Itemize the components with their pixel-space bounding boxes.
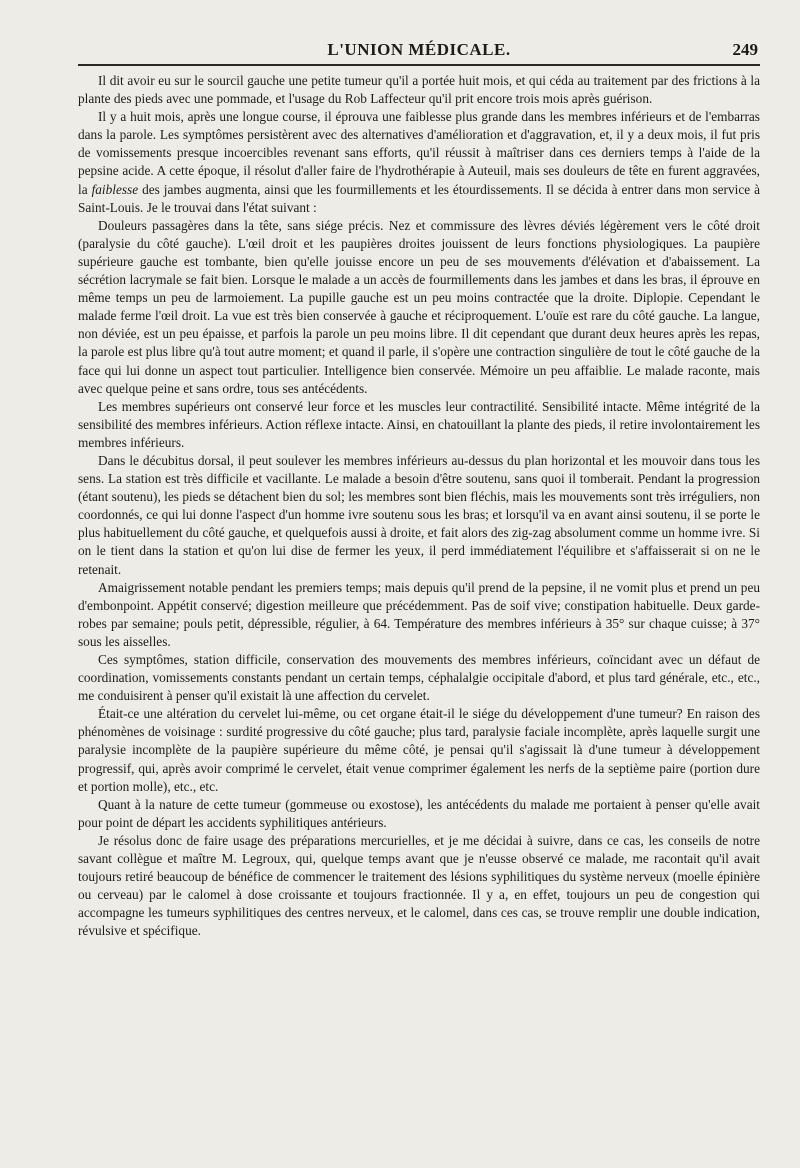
paragraph: Était-ce une altération du cervelet lui-même, ou cet organe était-il le siége du développement d'une tumeur? En raison des phénomènes de voisinage : surdité progressive du côté gauche; plus tard, paralysie faciale incomplète, après laquelle surgit une paralysie incomplète de la paupière supérieure du même côté, je pensai qu'il s'agissait là d'une tumeur à développement progressif, qui, après avoir comprimé le cervelet, était venue comprimer également les nerfs de la septième paire (portion dure et portion molle), etc., etc. [78, 706, 760, 794]
paragraph: Il dit avoir eu sur le sourcil gauche une petite tumeur qu'il a portée huit mois, et qui céda au traitement par des frictions à la plante des pieds avec une pommade, et l'usage du Rob Laffecteur qu'il prit encore trois mois après guérison. [78, 73, 760, 107]
paragraph: Ces symptômes, station difficile, conservation des mouvements des membres inférieurs, coïncidant avec un défaut de coordination, vomissements constants pendant un certain temps, céphalalgie occipitale d'abord, et plus tard générale, etc., etc., me conduisirent à penser qu'il existait là une affection du cervelet. [78, 652, 760, 704]
paragraph: Dans le décubitus dorsal, il peut soulever les membres inférieurs au-dessus du plan horizontal et les mouvoir dans tous les sens. La station est très difficile et vacillante. Le malade a besoin d'être soutenu, sans quoi il tomberait. Pendant la progression (étant soutenu), les pieds se détachent bien du sol; les membres sont bien fléchis, mais les mouvements sont très irréguliers, non coordonnés, ce qui lui donne l'aspect d'un homme ivre soutenu sous les bras; et lorsqu'il va en avant ainsi soutenu, il se porte le plus habituellement du côté gauche, et quelquefois aussi à droite, et fait alors des zig-zag absolument comme un homme ivre. Si on le tient dans la station et qu'on lui dise de fermer les yeux, il perd immédiatement l'équilibre et s'affaisserait si on ne le retenait. [78, 452, 760, 577]
emphasis: faiblesse [91, 181, 139, 197]
paragraph: Quant à la nature de cette tumeur (gommeuse ou exostose), les antécédents du malade me portaient à penser qu'elle avait pour point de départ les accidents syphilitiques antérieurs. [78, 796, 760, 830]
paragraph: Douleurs passagères dans la tête, sans siége précis. Nez et commissure des lèvres déviés légèrement vers le côté droit (paralysie du côté gauche). L'œil droit et les paupières droites jouissent de leurs fonctions physiologiques. La paupière supérieure gauche est tombante, bien qu'elle jouisse encore un peu de ses mouvements d'élévation et d'abaissement. La sécrétion lacrymale se fait bien. Lorsque le malade a un accès de fourmillements dans les jambes et dans les bras, il éprouve en même temps un peu de larmoiement. La pupille gauche est un peu moins contractée que la droite. Diplopie. Cependant le malade ferme l'œil droit. La vue est très bien conservée à gauche et réciproquement. L'ouïe est rare du côté gauche. La langue, non déviée, est un peu épaisse, et parfois la parole un peu moins libre. Il dit cependant que durant deux heures après les repas, la parole est plus libre qu'à tout autre moment; et quand il parle, il s'opère une contraction singulière de tout le côté gauche de la face qui lui donne un aspect tout particulier. Intelligence bien conservée. Mémoire un peu affaiblie. Le malade raconte, mais avec quelque peine et sans ordre, tous ses antécédents. [78, 217, 760, 396]
running-title: L'UNION MÉDICALE. [327, 40, 511, 59]
body-text [78, 72, 760, 941]
page-number: 249 [732, 40, 758, 59]
paragraph: Amaigrissement notable pendant les premiers temps; mais depuis qu'il prend de la pepsine, il ne vomit plus et prend un peu d'embonpoint. Appétit conservé; digestion meilleure que précédemment. Pas de soif vive; constipation habituelle. Deux garde-robes par semaine; pouls petit, dépressible, régulier, à 64. Température des membres inférieurs à 35° sur chaque cuisse; à 37° sous les aisselles. [78, 579, 760, 649]
paragraph: Il y a huit mois, après une longue course, il éprouva une faiblesse plus grande dans les membres inférieurs et de l'embarras dans la parole. Les symptômes persistèrent avec des alternatives d'amélioration et d'aggravation, et, il y a deux mois, il fut pris de vomissements presque incoercibles revenant sans efforts, qu'il réussit à maîtriser dans ces derniers temps à l'aide de la pepsine acide. A cette époque, il résolut d'aller faire de l'hydrothérapie à Auteuil, mais ses douleurs de tête en furent aggravées, la faiblesse des jambes augmenta, ainsi que les fourmillements et les étourdissements. Il se décida à entrer dans mon service à Saint-Louis. Je le trouvai dans l'état suivant : [78, 109, 761, 215]
paragraph: Les membres supérieurs ont conservé leur force et les muscles leur contractilité. Sensibilité intacte. Même intégrité de la sensibilité des membres inférieurs. Action réflexe intacte. Ainsi, en chatouillant la plante des pieds, il retire involontairement les membres inférieurs. [78, 398, 760, 450]
paragraph: Je résolus donc de faire usage des préparations mercurielles, et je me décidai à suivre, dans ce cas, les conseils de notre savant collègue et maître M. Legroux, qui, quelque temps avant que je n'eusse observé ce malade, me racontait qu'il avait toujours retiré beaucoup de bénéfice de commencer le traitement des lésions syphilitiques du système nerveux (moelle épinière ou cerveau) par le calomel à dose croissante et toujours fractionnée. Il y a, en effet, toujours un peu de congestion qui accompagne les tumeurs syphilitiques des centres nerveux, et le calomel, dans ces cas, se trouve remplir une double indication, révulsive et spécifique. [78, 832, 760, 939]
page-header [78, 38, 760, 66]
